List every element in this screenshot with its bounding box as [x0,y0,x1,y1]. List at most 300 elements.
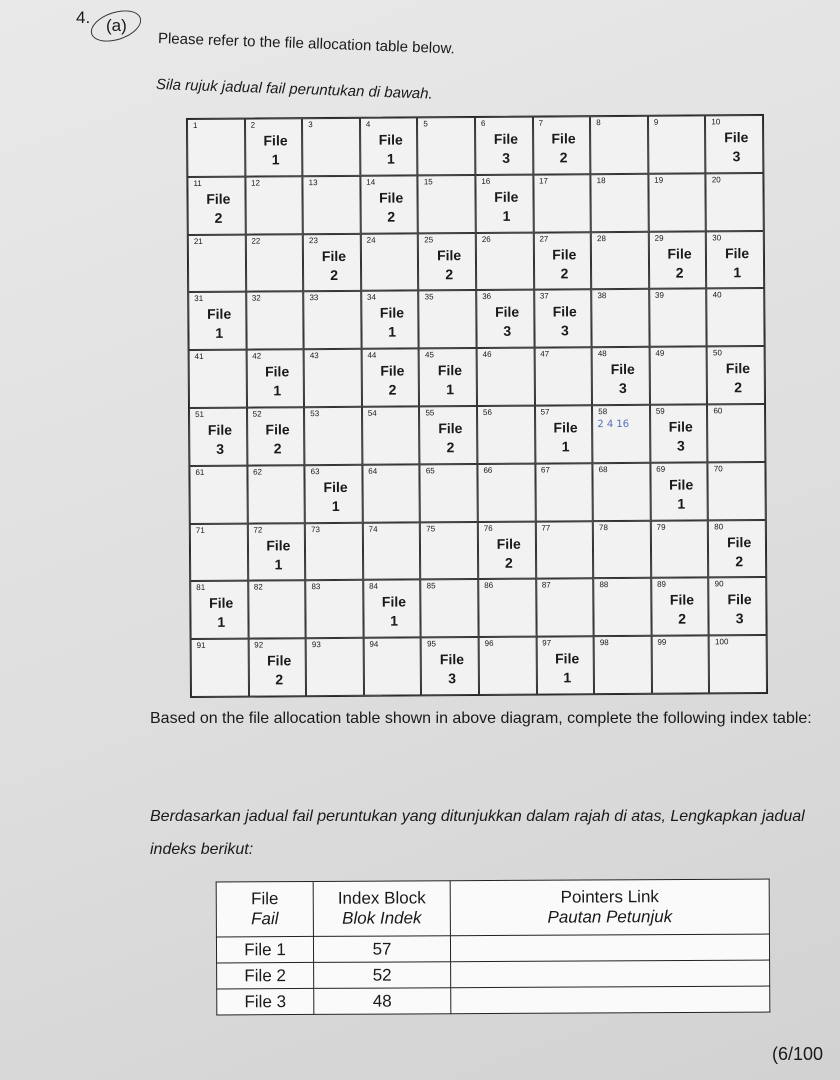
block-cell [536,579,594,637]
block-cell [479,637,537,695]
file-word: File [438,420,463,437]
handwritten-note: 2 4 16 [597,418,630,431]
block-cell [420,464,478,522]
block-cell [705,115,763,173]
block-cell [305,522,363,580]
question-number: 4. [76,8,91,27]
block-file-label [197,305,241,343]
block-number: 36 [482,292,492,302]
block-file-label [660,591,704,629]
file-id: 1 [390,612,399,630]
block-cell [245,176,303,234]
block-cell [361,233,419,291]
block-number: 80 [714,521,724,531]
block-number: 45 [425,350,434,360]
file-word: File [724,129,749,146]
file-id: 3 [560,322,569,339]
file-id: 1 [271,151,280,168]
block-number: 26 [481,234,491,244]
block-cell [476,232,534,290]
block-number: 88 [599,580,609,590]
block-number: 9 [653,117,659,127]
block-cell [247,407,305,465]
block-file-label [715,244,759,282]
block-cell [708,462,766,520]
block-cell [593,520,651,578]
block-number: 24 [366,235,376,245]
file-id: 3 [732,148,741,165]
file-id: 1 [561,438,570,455]
block-file-label [485,303,529,341]
block-file-label [196,189,240,227]
block-cell [478,521,536,579]
file-word: File [207,306,232,323]
block-cell [648,115,706,173]
block-number: 67 [541,465,550,475]
block-cell [363,522,421,580]
block-number: 12 [250,178,260,188]
file-id: 2 [735,552,744,569]
file-id: 3 [502,149,511,166]
index-table [216,879,771,1016]
block-number: 5 [423,119,428,129]
block-number: 30 [712,232,722,242]
block-number: 48 [597,349,607,359]
file-word: File [669,476,694,493]
block-cell [245,234,303,292]
block-cell [708,520,766,578]
file-word: File [727,533,752,550]
file-id: 1 [733,263,742,280]
block-file-label [254,131,298,169]
file-word: File [439,651,465,668]
file-word: File [552,303,577,320]
block-number: 96 [484,639,494,649]
block-number: 58 [598,407,608,417]
row-file: File 1 [216,936,313,963]
block-number: 85 [426,581,436,591]
block-number: 56 [482,407,492,417]
file-id: 2 [445,265,454,282]
block-file-label [601,360,645,398]
intro-malay: Sila rujuk jadual fail peruntukan di bawah. [155,76,433,103]
index-table-header [216,879,769,937]
block-file-label [372,593,416,631]
block-file-label [256,420,300,458]
file-word: File [727,591,752,608]
block-number: 37 [539,291,549,301]
table-row [216,934,769,963]
file-word: File [667,245,692,262]
block-number: 51 [195,409,204,419]
header-pointers [450,879,769,936]
block-cell [590,116,648,174]
block-number: 65 [425,466,435,476]
file-word: File [725,244,750,261]
block-number: 93 [311,640,321,650]
block-file-label [659,475,703,513]
block-file-label [198,421,242,459]
block-file-label [659,417,703,455]
file-word: File [495,304,520,321]
block-number: 32 [251,293,261,303]
block-number: 50 [712,348,722,358]
table-row [217,986,770,1015]
file-id: 2 [330,266,339,283]
file-word: File [668,418,693,435]
header-block-ms: Blok Indek [342,908,422,928]
file-word: File [265,421,290,438]
block-number: 60 [713,406,723,416]
instruction-malay: Berdasarkan jadual fail peruntukan yang ditunjukkan dalam rajah di atas, Lengkapkan jadual indeks berikut: [150,808,805,858]
block-cell [476,290,534,348]
block-number: 23 [308,235,318,245]
block-number: 4 [365,119,371,129]
block-cell [362,406,420,464]
row-index-block: 52 [314,962,451,989]
block-number: 52 [252,409,262,419]
block-number: 64 [368,466,378,476]
block-number: 66 [483,465,493,475]
block-number: 15 [423,177,433,187]
header-block-en: Index Block [337,888,426,908]
file-id: 1 [215,325,224,342]
block-cell [535,405,593,463]
row-pointers-answer[interactable] [451,960,770,988]
block-number: 16 [481,176,491,186]
block-cell [535,463,593,521]
block-cell [188,292,246,350]
block-cell [707,404,765,462]
block-number: 35 [424,292,434,302]
block-cell [421,579,479,637]
header-index-block [313,881,450,937]
file-id: 2 [388,381,397,398]
block-cell [188,234,246,292]
file-word: File [553,419,578,436]
block-cell [190,581,248,639]
file-id: 3 [676,437,685,454]
block-file-label [718,590,762,628]
block-cell [535,521,593,579]
file-word: File [551,130,576,147]
block-cell [190,523,248,581]
block-cell [246,349,304,407]
block-file-label [428,361,472,399]
file-word: File [437,246,462,263]
block-number: 6 [480,118,486,128]
block-cell [304,407,362,465]
block-cell [189,408,247,466]
block-cell [248,638,306,696]
file-id: 2 [504,554,513,571]
file-word: File [669,591,695,609]
table-row [217,960,770,989]
file-id: 2 [560,264,569,282]
row-pointers-answer[interactable] [451,986,770,1014]
file-id: 2 [734,379,743,396]
row-pointers-answer[interactable] [450,934,769,962]
block-number: 57 [540,407,550,417]
file-word: File [381,593,407,611]
block-number: 1 [193,120,198,130]
block-file-label [370,362,414,400]
block-file-label [428,419,472,457]
file-word: File [263,132,288,149]
file-id: 3 [448,670,457,687]
block-cell [592,405,650,463]
block-number: 63 [310,466,320,476]
block-cell [650,462,708,520]
block-cell [591,231,649,289]
block-number: 84 [369,582,378,592]
block-cell [418,233,476,291]
block-number: 33 [309,293,319,303]
block-file-label [544,418,588,456]
block-number: 14 [366,177,376,187]
block-cell [305,465,363,523]
block-number: 78 [599,522,608,532]
file-id: 1 [273,382,282,399]
block-number: 11 [193,178,202,188]
block-cell [477,406,535,464]
block-file-label [543,303,587,341]
block-cell [417,117,475,175]
file-id: 2 [214,209,223,226]
block-number: 34 [367,293,376,303]
block-number: 77 [541,523,551,533]
block-cell [591,174,649,232]
block-number: 40 [712,290,722,300]
marks-label: (6/100 [772,1044,824,1064]
block-cell [707,288,765,346]
block-cell [592,347,650,405]
block-cell [189,465,247,523]
file-word: File [378,131,403,148]
block-number: 59 [655,406,665,416]
block-file-label [717,533,761,571]
block-number: 8 [596,118,601,128]
block-cell [649,231,707,289]
block-cell [303,233,361,291]
block-cell [421,637,479,695]
file-id: 3 [216,440,225,457]
block-cell [709,577,767,635]
header-file-en: File [250,889,279,909]
block-cell [649,289,707,347]
file-id: 3 [503,323,512,340]
block-cell [248,581,306,639]
block-number: 71 [195,525,205,535]
row-index-block: 48 [314,988,451,1015]
block-cell [648,173,706,231]
block-number: 53 [310,409,320,419]
row-index-block: 57 [313,936,450,963]
block-file-label [542,129,586,167]
file-id: 1 [388,323,397,341]
block-cell [651,636,709,694]
block-cell [191,639,249,697]
block-number: 42 [252,351,262,361]
block-number: 18 [596,175,606,185]
block-number: 31 [194,294,204,304]
row-file: File 2 [217,962,314,989]
block-cell [361,291,419,349]
header-file [216,881,313,937]
block-number: 75 [426,523,436,533]
block-number: 90 [714,579,724,589]
file-word: File [321,247,347,264]
block-cell [189,350,247,408]
block-cell [709,635,767,693]
file-word: File [555,650,580,667]
file-id: 1 [502,207,511,224]
block-cell [418,175,476,233]
block-number: 29 [654,233,664,243]
intro-english: Please refer to the file allocation table below. [157,30,455,58]
block-cell [650,404,708,462]
header-file-ms: Fail [251,909,279,929]
file-word: File [266,536,291,554]
instruction-english: Based on the file allocation table shown in above diagram, complete the following index table: [150,710,812,727]
block-file-label [256,536,300,574]
header-pointers-en: Pointers Link [560,887,659,907]
block-number: 43 [309,351,319,361]
block-cell [303,176,361,234]
block-cell [534,290,592,348]
file-word: File [379,304,405,322]
block-number: 94 [369,639,379,649]
block-cell [536,636,594,694]
block-number: 81 [196,583,206,593]
block-cell [361,349,419,407]
block-number: 41 [194,352,204,362]
block-cell [360,117,418,175]
block-number: 70 [713,464,723,474]
file-id: 1 [563,669,572,686]
file-id: 2 [559,149,568,166]
block-cell [245,118,303,176]
block-number: 98 [599,638,609,648]
block-cell [247,465,305,523]
file-word: File [493,130,519,147]
block-cell [363,638,421,696]
file-word: File [610,361,635,378]
block-file-label [370,304,414,342]
block-cell [419,290,477,348]
block-number: 7 [538,118,544,128]
file-word: File [437,362,463,379]
question-part: (a) [106,16,127,35]
block-file-label [199,594,243,632]
block-number: 49 [655,348,665,358]
block-number: 3 [308,120,313,130]
file-id: 1 [274,555,283,573]
block-number: 73 [311,524,320,534]
block-cell [306,638,364,696]
block-cell [706,173,764,231]
file-id: 3 [618,380,627,397]
block-number: 91 [196,641,206,651]
file-id: 2 [446,439,455,456]
block-number: 13 [308,177,318,187]
block-number: 95 [427,639,436,649]
block-file-label [314,478,358,516]
block-number: 86 [484,581,494,591]
file-id: 1 [217,614,226,631]
block-cell [187,119,245,177]
block-cell [360,175,418,233]
block-cell [362,464,420,522]
file-word: File [207,421,233,438]
block-cell [247,523,305,581]
block-number: 89 [657,580,666,590]
block-file-label [714,128,758,166]
block-cell [302,118,360,176]
block-cell [187,176,245,234]
block-file-label [257,651,301,689]
block-number: 22 [251,236,261,246]
file-word: File [267,652,292,669]
block-cell [305,580,363,638]
block-cell [477,463,535,521]
block-file-label [369,130,413,168]
block-number: 62 [253,467,262,477]
header-pointers-ms: Pautan Petunjuk [547,907,673,927]
block-number: 28 [596,233,606,243]
block-number: 25 [424,234,434,244]
block-file-label [312,246,356,284]
block-cell [593,463,651,521]
block-number: 38 [597,291,607,301]
block-number: 55 [425,408,435,418]
file-id: 1 [677,495,686,512]
block-cell [304,349,362,407]
file-word: File [725,360,751,377]
block-file-label [542,245,586,283]
block-file-label [255,362,299,400]
block-cell [419,406,477,464]
file-id: 2 [675,264,684,281]
block-number: 72 [253,525,263,535]
file-word: File [496,535,521,552]
file-id: 2 [678,610,687,627]
block-cell [591,289,649,347]
block-number: 79 [656,522,666,532]
file-word: File [552,245,577,263]
block-number: 100 [715,637,729,647]
block-file-label [430,650,474,688]
block-number: 99 [657,637,667,647]
block-number: 97 [542,638,552,648]
block-number: 82 [253,582,263,592]
block-cell [533,116,591,174]
block-number: 54 [367,408,377,418]
block-number: 2 [250,120,256,130]
file-id: 2 [387,208,396,225]
block-file-label [427,246,471,284]
block-number: 20 [711,175,721,185]
block-number: 39 [654,291,664,301]
block-number: 74 [368,524,378,534]
block-cell [478,579,536,637]
block-cell [706,231,764,289]
block-cell [534,347,592,405]
block-cell [303,291,361,349]
file-word: File [494,188,519,205]
block-number: 44 [367,350,377,360]
block-cell [594,636,652,694]
